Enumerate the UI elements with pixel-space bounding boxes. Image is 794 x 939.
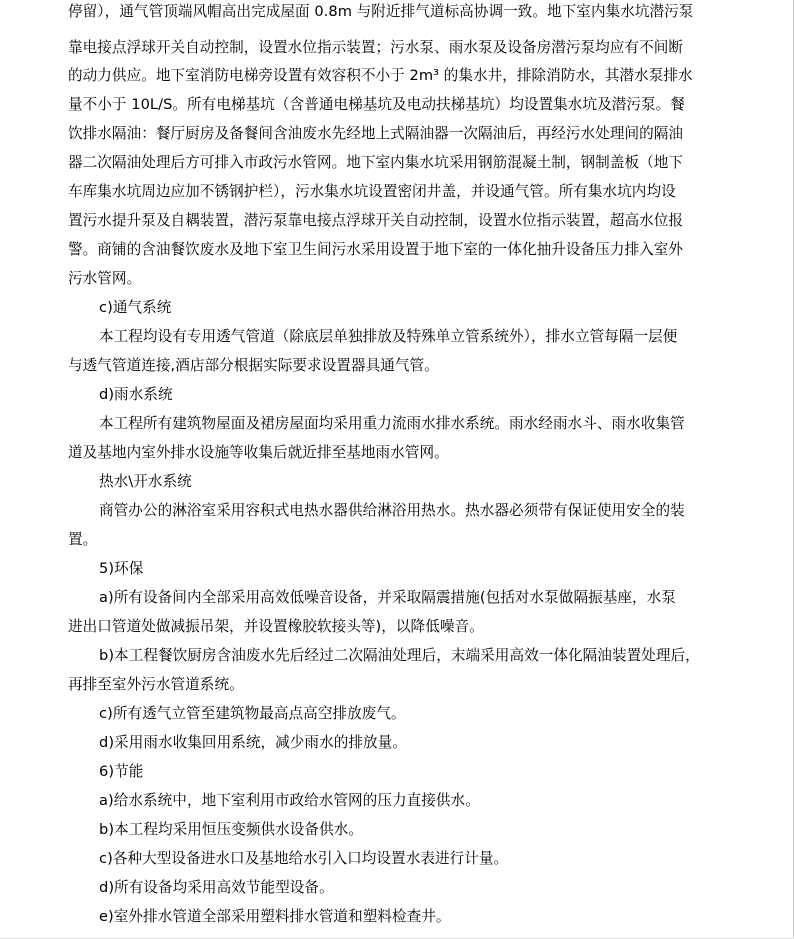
- paragraph-line: 器二次隔油处理后方可排入市政污水管网。地下室内集水坑采用钢筋混凝土制，钢制盖板（地下: [68, 154, 684, 171]
- list-item: a)所有设备间内全部采用高效低噪音设备，并采取隔震措施(包括对水泵做隔振基座，水泵: [99, 589, 676, 606]
- list-item: b)本工程均采用恒压变频供水设备供水。: [99, 821, 364, 838]
- paragraph-line: 商管办公的淋浴室采用容积式电热水器供给淋浴用热水。热水器必须带有保证使用安全的装: [99, 502, 685, 519]
- paragraph-line: 污水管网。: [68, 270, 142, 287]
- paragraph-line: 本工程均设有专用透气管道（除底层单独排放及特殊单立管系统外），排水立管每隔一层便: [99, 328, 678, 345]
- section-heading: 热水\开水系统: [99, 473, 192, 490]
- section-heading: c)通气系统: [99, 299, 172, 316]
- paragraph-line: 再排至室外污水管道系统。: [68, 676, 244, 693]
- paragraph-line: 置。: [68, 531, 98, 548]
- paragraph-line: 本工程所有建筑物屋面及裙房屋面均采用重力流雨水排水系统。雨水经雨水斗、雨水收集管: [99, 415, 685, 432]
- list-item: b)本工程餐饮厨房含油废水先后经过二次隔油处理后，末端采用高效一体化隔油装置处理后，: [99, 647, 700, 664]
- paragraph-line: 饮排水隔油：餐厅厨房及备餐间含油废水先经地上式隔油器一次隔油后，再经污水处理间的隔油: [68, 125, 684, 142]
- list-item: d)采用雨水收集回用系统，减少雨水的排放量。: [99, 734, 407, 751]
- list-item: a)给水系统中，地下室利用市政给水管网的压力直接供水。: [99, 792, 480, 809]
- section-heading: 6)节能: [99, 763, 144, 780]
- paragraph-line: 进出口管道处做减振吊架，并设置橡胶软接头等)，以降低噪音。: [68, 618, 484, 635]
- list-item: c)所有透气立管至建筑物最高点高空排放废气。: [99, 705, 406, 722]
- section-heading: 5)环保: [99, 560, 144, 577]
- list-item: d)所有设备均采用高效节能型设备。: [99, 879, 334, 896]
- list-item: e)室外排水管道全部采用塑料排水管道和塑料检查井。: [99, 908, 451, 925]
- section-heading: d)雨水系统: [99, 386, 173, 403]
- paragraph-line: 道及基地内室外排水设施等收集后就近排至基地雨水管网。: [68, 444, 449, 461]
- list-item: c)各种大型设备进水口及基地给水引入口均设置水表进行计量。: [99, 850, 509, 867]
- paragraph-line: 停留），通气管顶端风帽高出完成屋面 0.8m 与附近排气道标高协调一致。地下室内集水坑潜污泵: [68, 3, 694, 20]
- paragraph-line: 与透气管道连接,酒店部分根据实际要求设置器具通气管。: [68, 357, 439, 374]
- paragraph-line: 警。商铺的含油餐饮废水及地下室卫生间污水采用设置于地下室的一体化抽升设备压力排入室外: [68, 241, 684, 258]
- paragraph-line: 量不小于 10L/S。所有电梯基坑（含普通电梯基坑及电动扶梯基坑）均设置集水坑及潜污泵。餐: [68, 96, 685, 113]
- paragraph-line: 车库集水坑周边应加不锈钢护栏），污水集水坑设置密闭井盖，并设通气管。所有集水坑内均设: [68, 183, 676, 200]
- paragraph-line: 靠电接点浮球开关自动控制，设置水位指示装置；污水泵、雨水泵及设备房潜污泵均应有不间断: [68, 39, 684, 56]
- paragraph-line: 置污水提升泵及自耦装置，潜污泵靠电接点浮球开关自动控制，设置水位指示装置，超高水位报: [68, 212, 684, 229]
- paragraph-line: 的动力供应。地下室消防电梯旁设置有效容积不小于 2m³ 的集水井，排除消防水，其潜水泵排水: [68, 67, 693, 84]
